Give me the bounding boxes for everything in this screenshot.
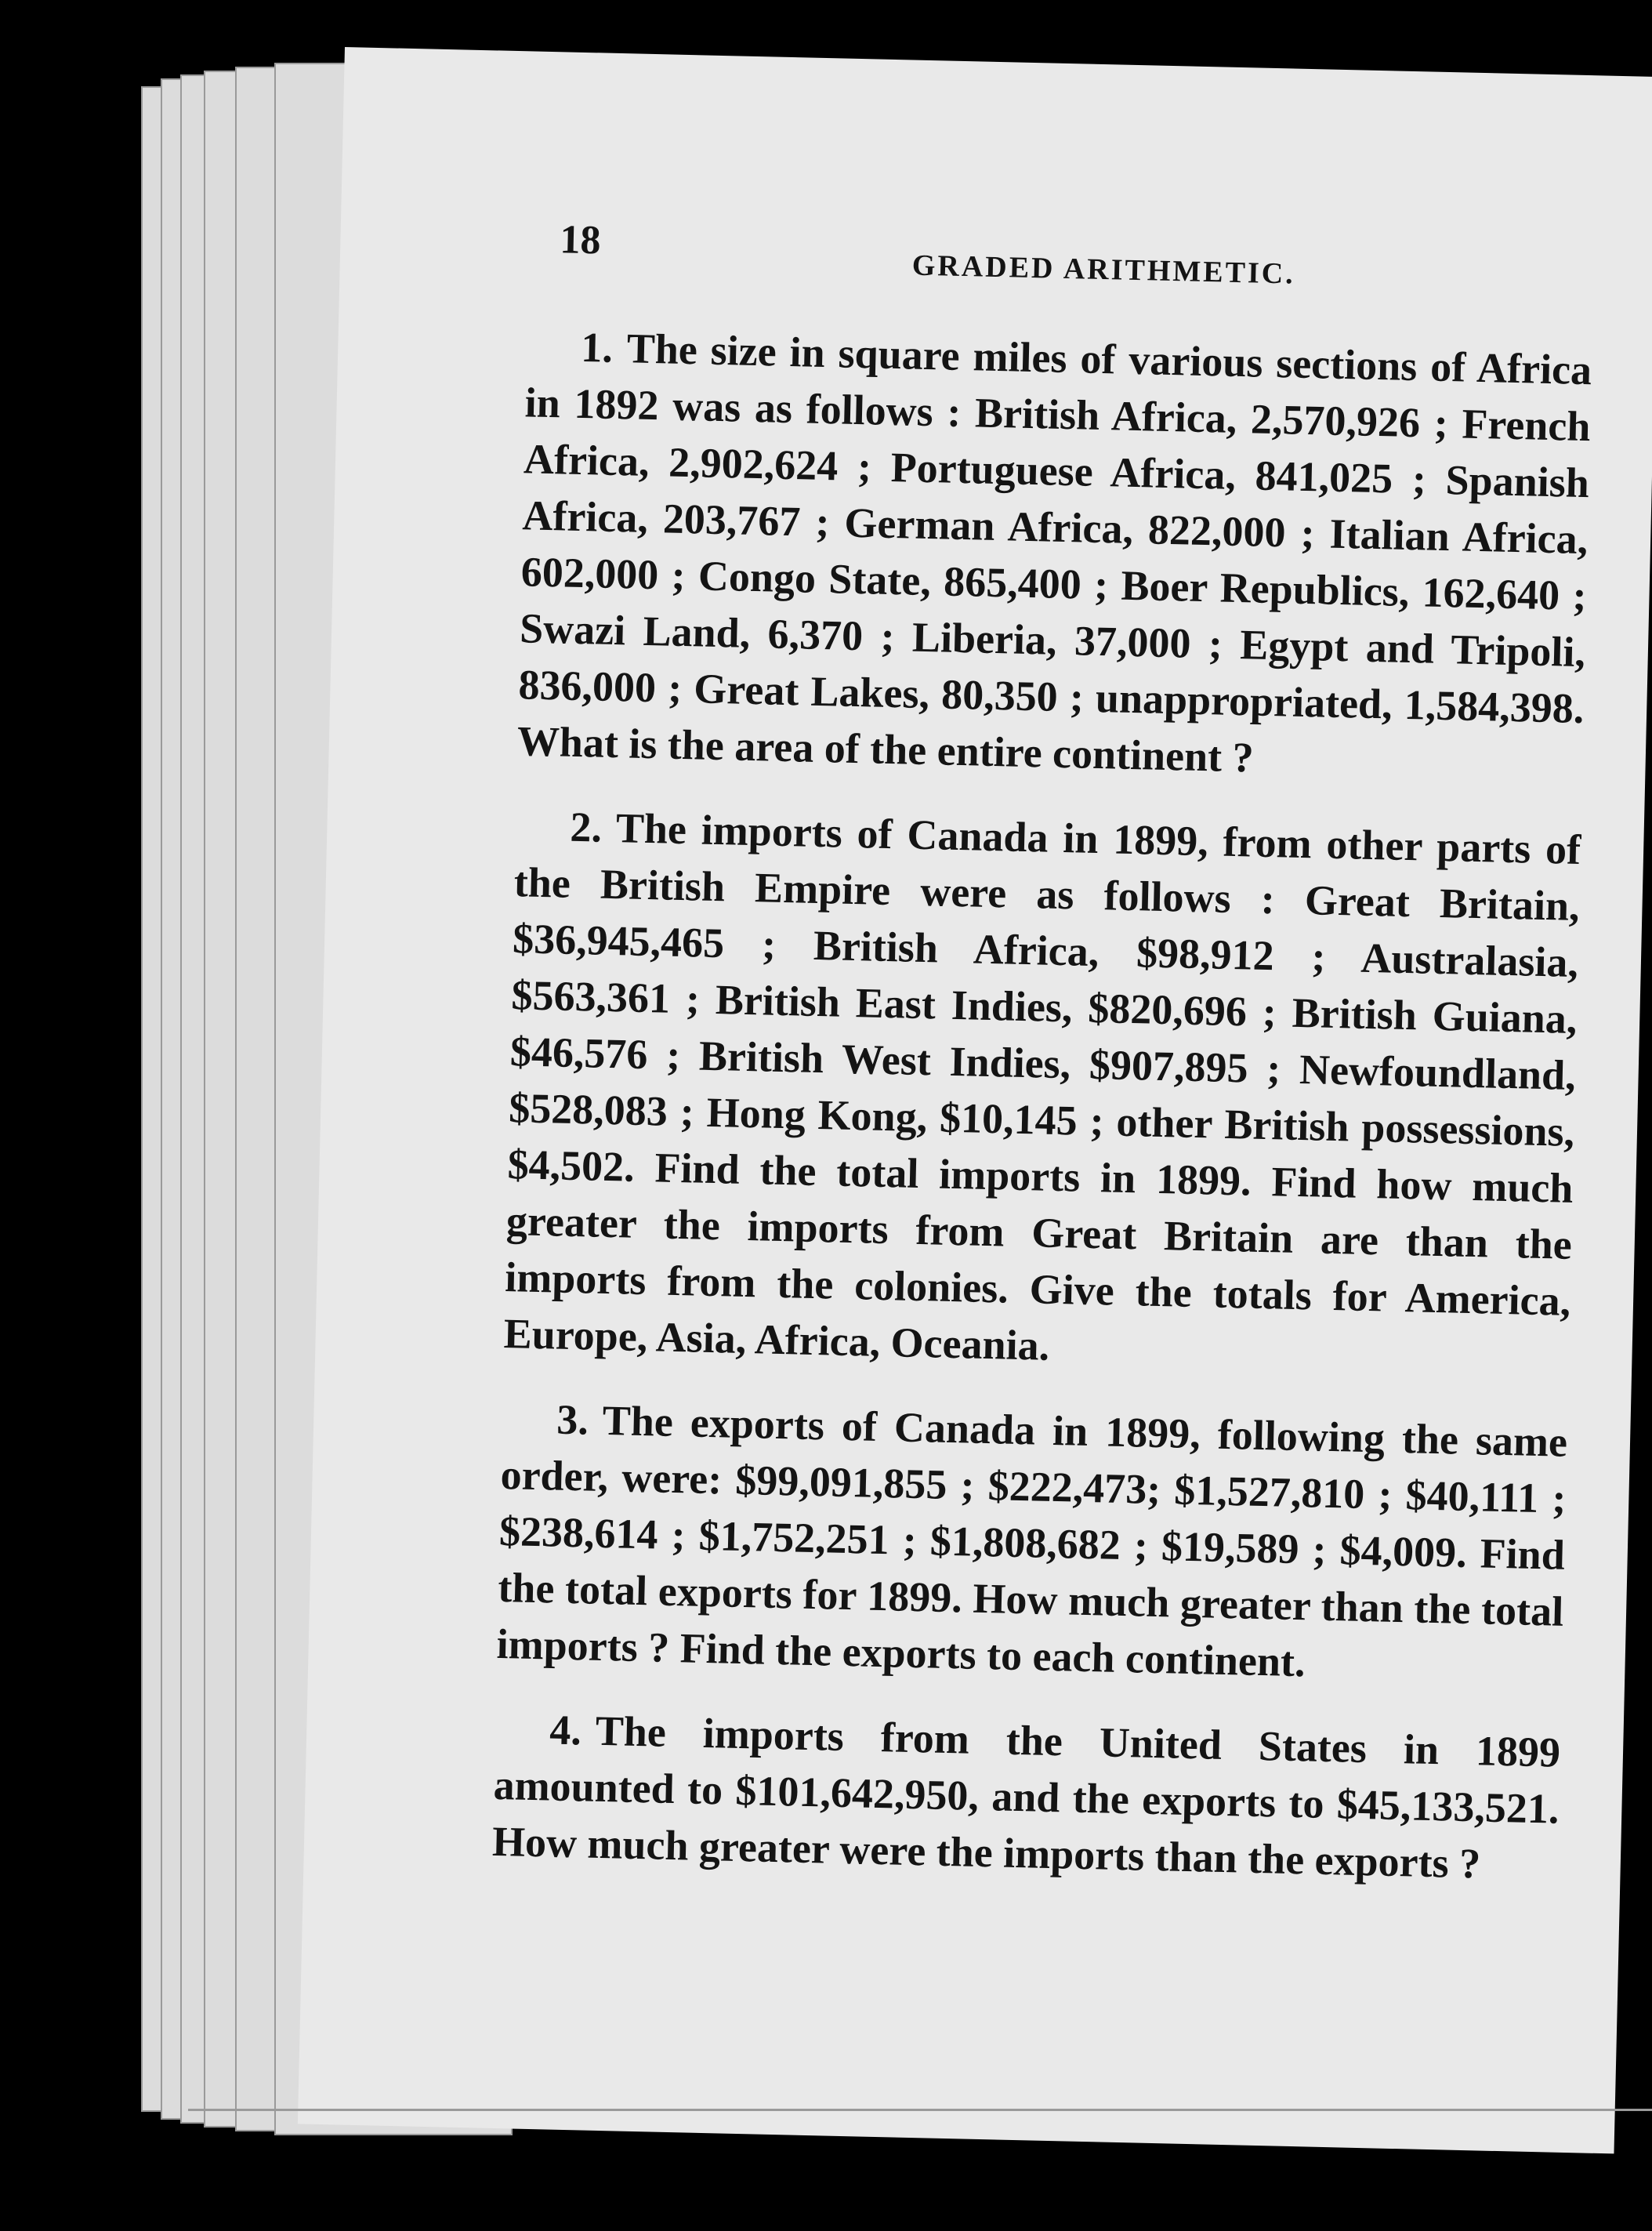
page-content [298,47,1652,2153]
book-page [298,47,1652,2153]
problem-2 [503,797,1581,1386]
problem-number: 3. [556,1395,589,1444]
problem-1 [516,317,1592,793]
problem-4 [491,1700,1561,1894]
problem-text: The imports from the United States in 1899 amounted to $101,642,950, and the exports to $45,133,521. How much greater were the imports than the exports ? [491,1707,1561,1888]
problem-text: The size in square miles of various sections of Africa in 1892 was as follows : British Africa, 2,570,926 ; French Africa, 2,902,624 ; Portuguese Africa, 841,025 ; Spanish Africa, 203,767 ; German Africa, 822,000 ; Italian Africa, 602,000 ; Congo State, 865,400 ; Boer Republics, 162,640 ; Swazi Land, 6,370 ; Liberia, 37,000 ; Egypt and Tripoli, 836,000 ; Great Lakes, 80,350 ; unappropriated, 1,584,398. What is the area of the entire continent ? [516,325,1592,782]
running-title: GRADED ARITHMETIC. [911,248,1296,291]
problem-number: 2. [569,803,603,851]
problem-number: 4. [549,1706,582,1754]
problem-list [491,317,1592,1921]
problem-text: The imports of Canada in 1899, from other parts of the British Empire were as follows : Great Britain, $36,945,465 ; British Africa, $98,912 ; Australasia, $563,361 ; British East Indies, $820,696 ; British Guiana, $46,576 ; British West Indies, $907,895 ; Newfoundland, $528,083 ; Hong Kong, $10,145 ; other British possessions, $4,502. Find the total imports in 1899. Find how much greater the imports from Great Britain are than the imports from the colonies. Give the totals for America, Europe, Asia, Africa, Oceania. [503,804,1581,1369]
page-bottom-edge [188,2109,1652,2111]
problem-text: The exports of Canada in 1899, following the same order, were: $99,091,855 ; $222,473; $1,527,810 ; $40,111 ; $238,614 ; $1,752,251 ; $1,808,682 ; $19,589 ; $4,009. Find the total exports for 1899. How much greater than the total imports ? Find the exports to each continent. [496,1396,1568,1686]
problem-number: 1. [580,323,614,372]
problem-3 [496,1390,1568,1696]
page-number: 18 [559,217,602,263]
